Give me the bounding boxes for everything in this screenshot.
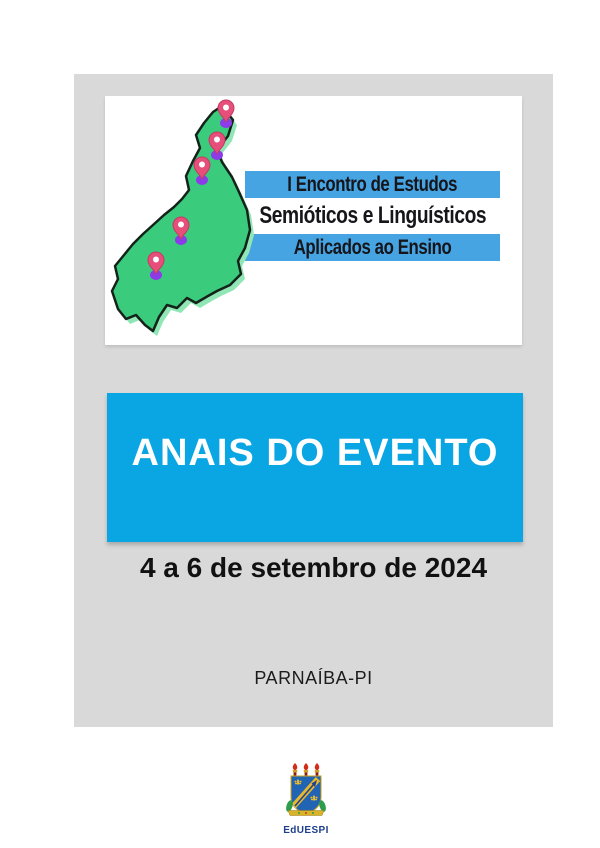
event-title-line-3 [245,234,500,261]
uespi-crest-logo [284,761,328,819]
event-logo-card [105,96,522,345]
event-title-text: Aplicados ao Ensino [293,236,452,259]
event-date: 4 a 6 de setembro de 2024 [139,552,488,583]
map-pin-icon [218,100,234,128]
gray-panel [74,74,553,727]
event-location: PARNAÍBA-PI [254,668,373,688]
torch-icons [293,763,320,777]
map-pin-icon [209,132,225,160]
map-pin-icon [148,252,164,280]
event-title-text: Semióticos e Linguísticos [259,202,486,229]
map-pin-icon [194,157,210,185]
publisher-block [6,761,600,836]
event-title-block [245,171,500,261]
publisher-name: EdUESPI [283,825,329,836]
event-title-line-1 [245,171,500,198]
banner-title: ANAIS DO EVENTO [131,432,499,474]
piaui-map-illustration [108,98,268,343]
event-title-text: I Encontro de Estudos [287,173,458,196]
map-pin-icon [173,217,189,245]
event-title-line-2 [245,198,500,234]
title-banner [107,393,523,542]
